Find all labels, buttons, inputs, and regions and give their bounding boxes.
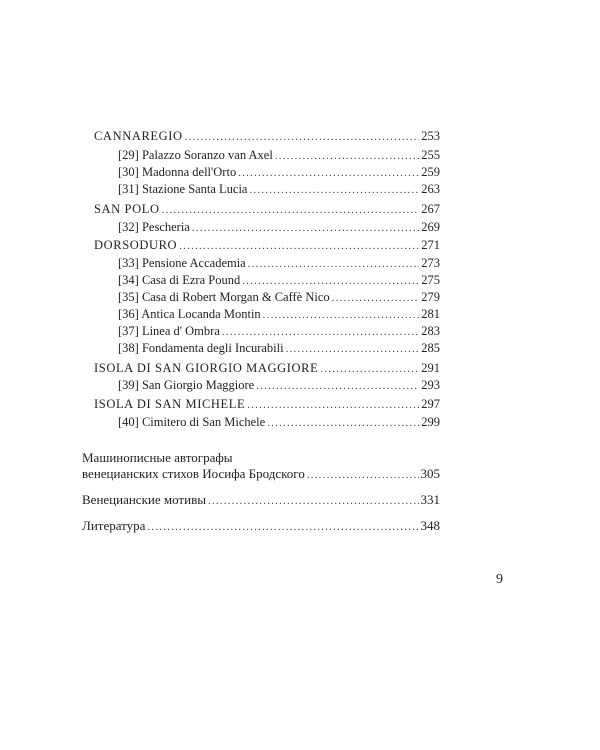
- entry-title: [32] Pescheria: [118, 220, 190, 234]
- dot-leader: [307, 467, 419, 483]
- dot-leader: [267, 415, 419, 431]
- page-ref: 271: [421, 238, 440, 252]
- dot-leader: [192, 220, 419, 236]
- page-number: 9: [496, 572, 503, 587]
- page-ref: 299: [421, 415, 440, 429]
- dot-leader: [249, 182, 419, 198]
- toc-entry[interactable]: [118, 289, 440, 306]
- page-ref: 348: [420, 518, 440, 533]
- dot-leader: [263, 307, 420, 323]
- entry-title: венецианских стихов Иосифа Бродского: [82, 466, 305, 481]
- page-ref: 285: [421, 341, 440, 355]
- toc-entry[interactable]: [118, 272, 440, 289]
- page-ref: 273: [421, 256, 440, 270]
- toc-entry[interactable]: [118, 306, 440, 323]
- page-ref: 305: [420, 466, 440, 481]
- toc-section-san-michele[interactable]: [94, 396, 440, 413]
- dot-leader: [222, 324, 419, 340]
- toc-entry-typescripts[interactable]: [82, 466, 440, 483]
- dot-leader: [208, 493, 419, 509]
- entry-title: [34] Casa di Ezra Pound: [118, 273, 241, 287]
- dot-leader: [275, 148, 419, 164]
- toc-entry[interactable]: [118, 164, 440, 181]
- entry-title: [37] Linea d' Ombra: [118, 324, 220, 338]
- page-ref: 283: [421, 324, 440, 338]
- page-ref: 297: [421, 397, 440, 411]
- page-ref: 255: [421, 148, 440, 162]
- dot-leader: [242, 273, 419, 289]
- page-ref: 267: [421, 202, 440, 216]
- dot-leader: [162, 202, 420, 218]
- page-ref: 293: [421, 378, 440, 392]
- toc-entry[interactable]: [118, 219, 440, 236]
- toc-entry[interactable]: [118, 340, 440, 357]
- dot-leader: [179, 238, 419, 254]
- dot-leader: [248, 256, 420, 272]
- entry-title: [33] Pensione Accademia: [118, 256, 246, 270]
- entry-title: [29] Palazzo Soranzo van Axel: [118, 148, 273, 162]
- entry-title: [31] Stazione Santa Lucia: [118, 182, 248, 196]
- toc-entry-motifs[interactable]: [82, 492, 440, 509]
- section-title: CANNAREGIO: [94, 129, 183, 143]
- toc-entry[interactable]: [118, 255, 440, 272]
- toc-section-cannaregio[interactable]: [94, 128, 440, 145]
- page-ref: 275: [421, 273, 440, 287]
- page-ref: 291: [421, 361, 440, 375]
- toc-entry-literature[interactable]: [82, 518, 440, 535]
- toc-entry[interactable]: [118, 147, 440, 164]
- page-ref: 263: [421, 182, 440, 196]
- page-ref: 253: [421, 129, 440, 143]
- dot-leader: [147, 519, 418, 535]
- entry-title: [38] Fondamenta degli Incurabili: [118, 341, 284, 355]
- dot-leader: [238, 165, 419, 181]
- toc-entry-typescripts-line1: Машинописные автографы: [82, 450, 233, 465]
- dot-leader: [185, 129, 420, 145]
- entry-title: [35] Casa di Robert Morgan & Caffè Nico: [118, 290, 330, 304]
- toc-entry[interactable]: [118, 181, 440, 198]
- dot-leader: [332, 290, 420, 306]
- toc-entry[interactable]: [118, 377, 440, 394]
- toc-section-dorsoduro[interactable]: [94, 237, 440, 254]
- dot-leader: [320, 361, 419, 377]
- entry-title: [39] San Giorgio Maggiore: [118, 378, 255, 392]
- page-ref: 279: [421, 290, 440, 304]
- page-ref: 269: [421, 220, 440, 234]
- page-ref: 281: [421, 307, 440, 321]
- section-title: ISOLA DI SAN MICHELE: [94, 397, 246, 411]
- dot-leader: [256, 378, 419, 394]
- page-ref: 259: [421, 165, 440, 179]
- entry-title: Литература: [82, 518, 146, 533]
- toc-entry[interactable]: [118, 323, 440, 340]
- entry-title: [30] Madonna dell'Orto: [118, 165, 237, 179]
- dot-leader: [286, 341, 420, 357]
- section-title: ISOLA DI SAN GIORGIO MAGGIORE: [94, 361, 319, 375]
- section-title: DORSODURO: [94, 238, 178, 252]
- page-ref: 331: [420, 492, 440, 507]
- toc-section-san-giorgio[interactable]: [94, 360, 440, 377]
- entry-title: [40] Cimitero di San Michele: [118, 415, 266, 429]
- toc-entry[interactable]: [118, 414, 440, 431]
- entry-title: Венецианские мотивы: [82, 492, 206, 507]
- dot-leader: [247, 397, 419, 413]
- entry-title: [36] Antica Locanda Montin: [118, 307, 261, 321]
- toc-section-san-polo[interactable]: [94, 201, 440, 218]
- section-title: SAN POLO: [94, 202, 160, 216]
